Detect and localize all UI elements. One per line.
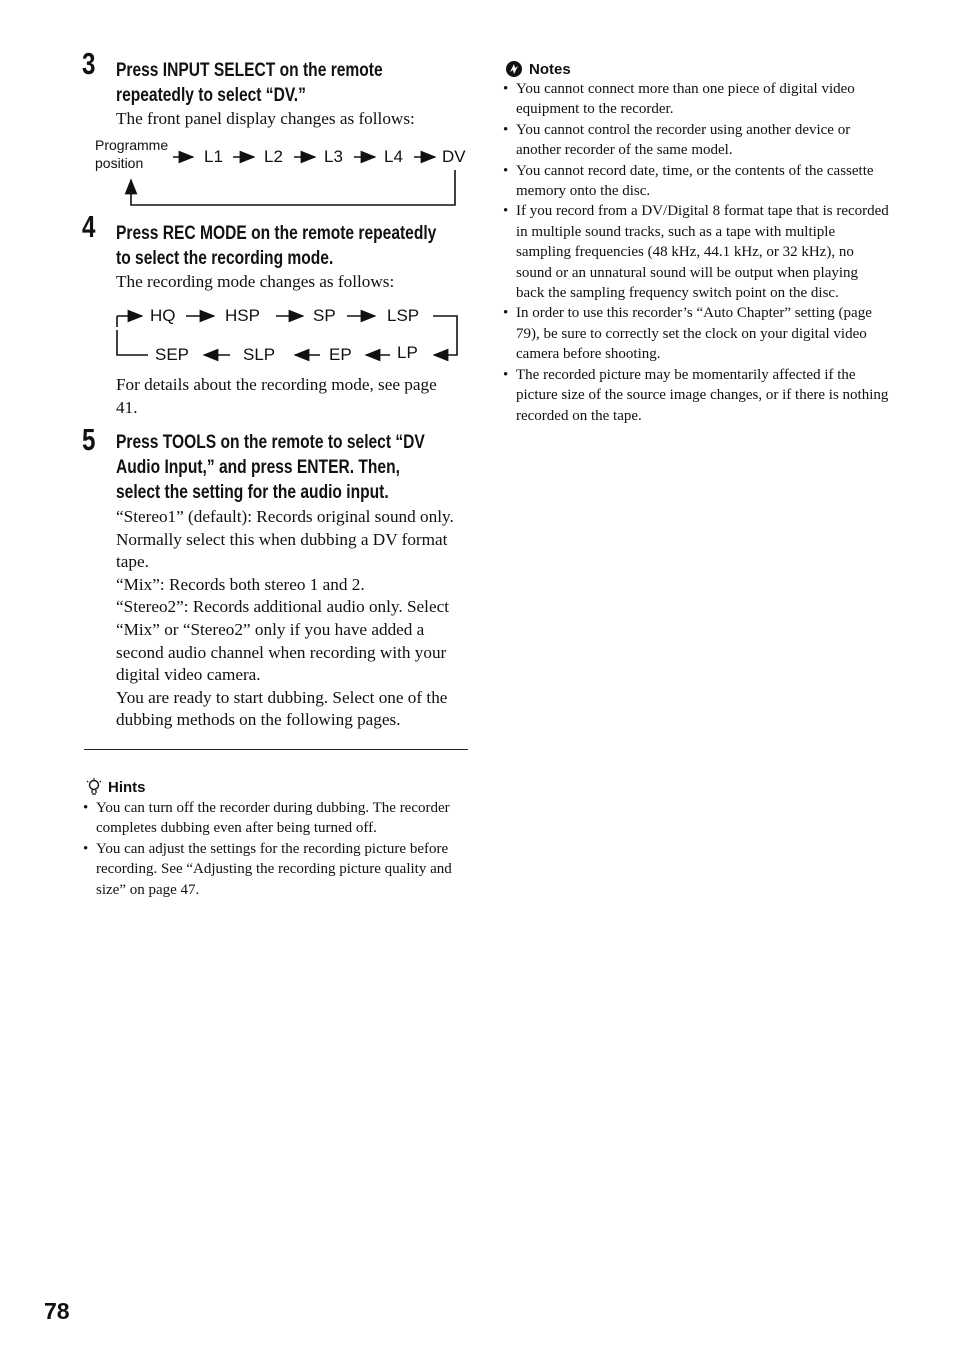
- mix-paragraph: “Mix”: Records both stereo 1 and 2.: [116, 574, 365, 594]
- section-divider: [84, 749, 468, 750]
- hints-heading: [86, 778, 146, 796]
- mode-slp: SLP: [243, 345, 276, 364]
- hints-title: Hints: [108, 778, 146, 796]
- step-4-heading-line-2: to select the recording mode.: [116, 248, 334, 269]
- step-4-heading: [116, 221, 469, 271]
- step-5-heading-line-3: select the setting for the audio input.: [116, 482, 389, 503]
- mode-hq: HQ: [150, 306, 176, 325]
- programme-label-line-2: position: [95, 155, 144, 171]
- stereo1-paragraph: “Stereo1” (default): Records original sound only. Normally select this when dubbing a DV format tape.: [116, 507, 454, 572]
- note-item: • You cannot record date, time, or the contents of the cassette memory onto the disc.: [503, 161, 889, 202]
- note-item: • In order to use this recorder’s “Auto Chapter” setting (page 79), be sure to correctly set the clock on your digital video camera before shooting.: [503, 303, 889, 364]
- notes-list: [503, 79, 889, 426]
- step-3-heading-line-1: Press INPUT SELECT on the remote: [116, 60, 383, 81]
- step-number-4: 4: [82, 209, 96, 244]
- step-3-heading-line-2: repeatedly to select “DV.”: [116, 85, 306, 106]
- stereo2-paragraph: “Stereo2”: Records additional audio only. Select “Mix” or “Stereo2” only if you have added a second audio channel when recording with your digital video camera.: [116, 597, 449, 685]
- programme-label-line-1: Programme: [95, 137, 169, 153]
- step-5-heading-line-2: Audio Input,” and press ENTER. Then,: [116, 457, 400, 478]
- note-item: • If you record from a DV/Digital 8 format tape that is recorded in multiple sound tracks, such as a tape with multiple sampling frequencies (48 kHz, 44.1 kHz, or 32 kHz), no sound or an unnatural sound will be output when playing back the sampling frequency switch point on the disc.: [503, 201, 889, 303]
- step-number-3: 3: [82, 46, 96, 81]
- mode-hsp: HSP: [225, 306, 260, 325]
- page-number: 78: [44, 1298, 70, 1324]
- step-number-5: 5: [82, 422, 96, 457]
- mode-sp: SP: [313, 306, 336, 325]
- mode-lsp: LSP: [387, 306, 420, 325]
- step-5-body: [116, 506, 471, 732]
- step-5-heading: [116, 430, 469, 505]
- hint-item: • You can turn off the recorder during dubbing. The recorder completes dubbing even after being turned off.: [83, 798, 473, 839]
- input-l4: L4: [384, 147, 403, 166]
- note-icon: [505, 60, 523, 78]
- input-l1: L1: [204, 147, 223, 166]
- note-item: • You cannot control the recorder using another device or another recorder of the same model.: [503, 120, 889, 161]
- step-3-intro: The front panel display changes as follows:: [116, 109, 415, 128]
- input-dv: DV: [442, 147, 466, 166]
- input-l2: L2: [264, 147, 283, 166]
- hints-list: [83, 798, 473, 900]
- ready-paragraph: You are ready to start dubbing. Select one of the dubbing methods on the following pages.: [116, 687, 448, 730]
- notes-heading: [505, 60, 571, 78]
- notes-title: Notes: [529, 60, 571, 78]
- step-4-heading-line-1: Press REC MODE on the remote repeatedly: [116, 223, 437, 244]
- mode-ep: EP: [329, 345, 352, 364]
- hint-item: • You can adjust the settings for the recording picture before recording. See “Adjusting the recording picture quality and size” on page 47.: [83, 839, 473, 900]
- lightbulb-icon: [86, 778, 102, 796]
- note-item: • The recorded picture may be momentarily affected if the picture size of the source image changes, or if there is nothing recorded on the tape.: [503, 365, 889, 426]
- step-5-heading-line-1: Press TOOLS on the remote to select “DV: [116, 432, 425, 453]
- mode-lp: LP: [397, 343, 418, 362]
- step-4-intro: The recording mode changes as follows:: [116, 272, 395, 291]
- input-l3: L3: [324, 147, 343, 166]
- note-item: • You cannot connect more than one piece of digital video equipment to the recorder.: [503, 79, 889, 120]
- mode-sep: SEP: [155, 345, 190, 364]
- step-4-details: For details about the recording mode, see page 41.: [116, 375, 437, 417]
